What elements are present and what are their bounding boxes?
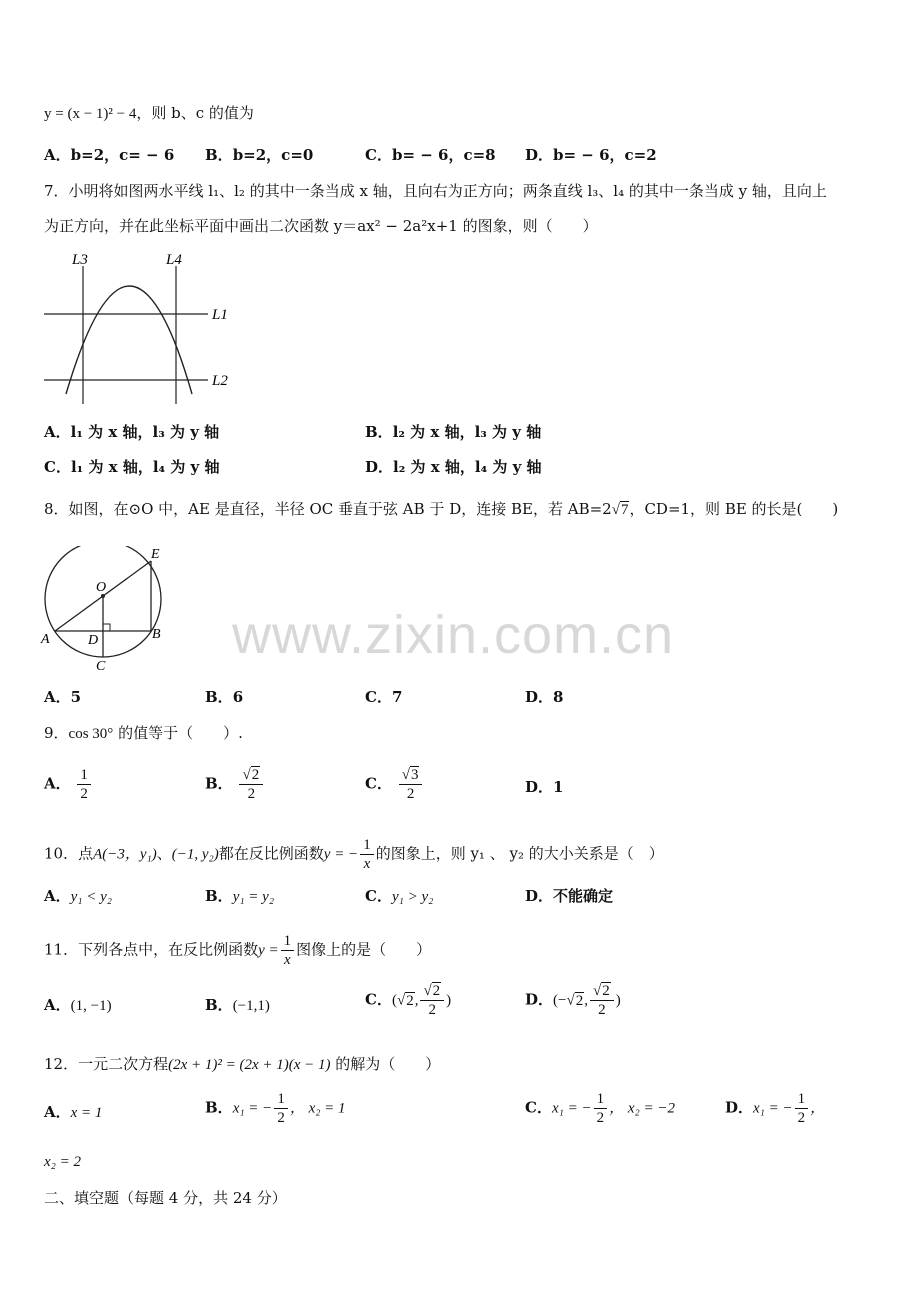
q7-line1: 7．小明将如图两水平线 l₁、l₂ 的其中一条当成 x 轴，且向右为正方向；两条直线 l₃、l₄ 的其中一条当成 y 轴，且向上 xyxy=(44,182,827,200)
q8-label-b: B xyxy=(152,627,161,642)
q7-parabola xyxy=(66,286,192,394)
q12-option-b[interactable]: B．x₁ = − $\frac{1}{2}$ ， x₂ = 1 xyxy=(205,1091,346,1126)
q12-option-d[interactable]: D．x₁ = − $\frac{1}{2}$ ， xyxy=(725,1091,826,1126)
q12-option-c[interactable]: C．x₁ = − $\frac{1}{2}$ ， x₂ = −2 xyxy=(525,1091,675,1126)
q8-figure xyxy=(38,546,178,674)
q8-option-c[interactable]: C．7 xyxy=(365,688,403,706)
q6-option-c[interactable]: C．b= − 6，c=8 xyxy=(365,146,496,164)
q9-question: 9．cos 30° 的值等于（ ）. xyxy=(44,724,243,742)
q7-option-c[interactable]: C．l₁ 为 x 轴，l₄ 为 y 轴 xyxy=(44,458,220,476)
q9-option-c[interactable]: C． $\frac{√3}{2}$ xyxy=(365,766,424,803)
q11-option-c[interactable]: C．(√2, $\frac{√2}{2}$ ) xyxy=(365,983,452,1018)
q8-option-d[interactable]: D．8 xyxy=(525,688,564,706)
q10-option-a[interactable]: A．y₁ < y₂ xyxy=(44,887,113,905)
q6-option-a[interactable]: A．b=2，c= − 6 xyxy=(44,146,175,164)
q6-tail xyxy=(44,102,254,125)
q8-label-c: C xyxy=(96,659,106,674)
q9-option-d[interactable]: D．1 xyxy=(525,778,564,796)
q7-option-d[interactable]: D．l₂ 为 x 轴，l₄ 为 y 轴 xyxy=(365,458,542,476)
q12-option-d-continued: x₂ = 2 xyxy=(44,1154,81,1170)
q8-label-o: O xyxy=(96,580,107,595)
q6-option-d[interactable]: D．b= − 6，c=2 xyxy=(525,146,657,164)
q10-question: 10．点A(−3，y₁)、(−1, y₂)都在反比例函数y = − $\frac{1}{x}$ 的图象上，则 y₁ 、 y₂ 的大小关系是（ ） xyxy=(44,837,664,872)
q7-option-b[interactable]: B．l₂ 为 x 轴，l₃ 为 y 轴 xyxy=(365,423,542,441)
q11-option-d[interactable]: D．(−√2, $\frac{√2}{2}$ ) xyxy=(525,983,621,1018)
q7-option-a[interactable]: A．l₁ 为 x 轴，l₃ 为 y 轴 xyxy=(44,423,220,441)
q8-label-d: D xyxy=(88,633,99,648)
q10-option-b[interactable]: B．y₁ = y₂ xyxy=(205,887,275,905)
q6-option-b[interactable]: B．b=2，c=0 xyxy=(205,146,314,164)
q10-option-d[interactable]: D．不能确定 xyxy=(525,887,614,905)
q11-option-a[interactable]: A．(1, −1) xyxy=(44,996,112,1014)
section-heading-fill-in: 二、填空题（每题 4 分，共 24 分） xyxy=(44,1189,287,1207)
q7-label-l2: L2 xyxy=(212,373,228,389)
q7-label-l1: L1 xyxy=(212,307,228,323)
q7-line2: 为正方向，并在此坐标平面中画出二次函数 y＝ax² − 2a²x+1 的图象，则（ ） xyxy=(44,217,598,235)
q8-option-b[interactable]: B．6 xyxy=(205,688,244,706)
q7-figure xyxy=(40,248,240,408)
q11-option-b[interactable]: B．(−1,1) xyxy=(205,996,270,1014)
q8-sqrt: √7 xyxy=(611,502,629,518)
q8-label-e: E xyxy=(151,547,160,562)
q12-question: 12．一元二次方程(2x + 1)² = (2x + 1)(x − 1) 的解为（ ） xyxy=(44,1055,441,1073)
q11-question: 11．下列各点中，在反比例函数y = $\frac{1}{x}$ 图像上的是（ ） xyxy=(44,933,432,968)
q8-right-angle xyxy=(103,624,110,631)
q8-label-a: A xyxy=(41,632,50,647)
q9-option-b[interactable]: B． $\frac{√2}{2}$ xyxy=(205,766,265,803)
q12-option-a[interactable]: A．x = 1 xyxy=(44,1103,103,1121)
q7-label-l3: L3 xyxy=(72,252,88,268)
q8-option-a[interactable]: A．5 xyxy=(44,688,82,706)
watermark: www.zixin.com.cn xyxy=(232,605,675,665)
q6-tail-text: ，则 b、c 的值为 xyxy=(136,104,254,122)
q8-question: 8．如图，在⊙O 中，AE 是直径，半径 OC 垂直于弦 AB 于 D，连接 BE，若 AB=2√7，CD=1，则 BE 的长是( ) xyxy=(44,500,839,518)
q10-option-c[interactable]: C．y₁ > y₂ xyxy=(365,887,434,905)
q7-label-l4: L4 xyxy=(166,252,182,268)
q6-math: y = (x − 1)² − 4 xyxy=(44,106,137,122)
q9-option-a[interactable]: A． $\frac{1}{2}$ xyxy=(44,766,93,803)
